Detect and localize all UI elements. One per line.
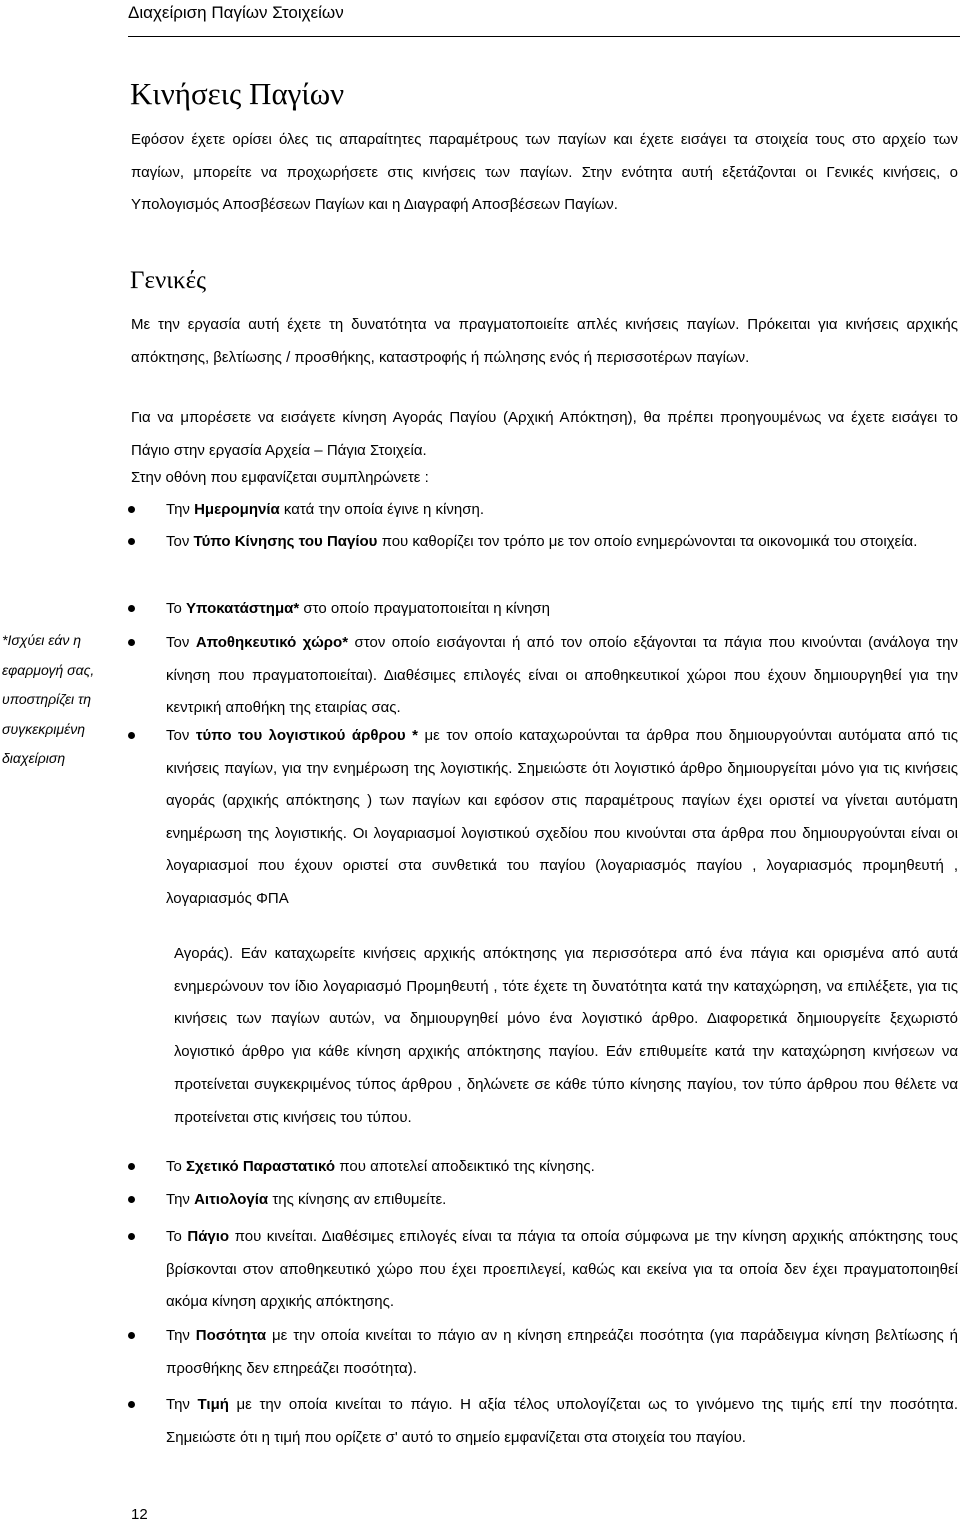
bullet-quantity: Την Ποσότητα με την οποία κινείται το πάγιο αν η κίνηση επηρεάζει ποσότητα (για παράδειγμα κίνηση βελτίωσης ή προσθήκης δεν επηρεάζει ποσότητα). bbox=[131, 1320, 958, 1385]
bullet-document: Το Σχετικό Παραστατικό που αποτελεί αποδεικτικό της κίνησης. bbox=[131, 1151, 958, 1184]
bullet-dot bbox=[128, 538, 135, 545]
header-rule bbox=[128, 36, 960, 37]
bullet-asset: Το Πάγιο που κινείται. Διαθέσιμες επιλογές είναι τα πάγια τα οποία σύμφωνα με την κίνηση αρχικής απόκτησης τους βρίσκονται στον αποθηκευτικό χώρο που έχει προεπιλεγεί, καθώς και εκείνα για τα οποία δεν έχει πραγματοποιηθεί ακόμα κίνηση αρχικής απόκτησης. bbox=[131, 1221, 958, 1319]
section-paragraph-3: Στην οθόνη που εμφανίζεται συμπληρώνετε : bbox=[131, 469, 429, 486]
page-number: 12 bbox=[131, 1506, 148, 1523]
bullet-reason: Την Αιτιολογία της κίνησης αν επιθυμείτε. bbox=[131, 1184, 958, 1217]
bullet-dot bbox=[128, 506, 135, 513]
section-paragraph-2: Για να μπορέσετε να εισάγετε κίνηση Αγοράς Παγίου (Αρχική Απόκτηση), θα πρέπει προηγουμένως να έχετε εισάγει το Πάγιο στην εργασία Αρχεία – Πάγια Στοιχεία. bbox=[131, 409, 958, 459]
bullet-movement-type: Τον Τύπο Κίνησης του Παγίου που καθορίζει τον τρόπο με τον οποίο ενημερώνονται τα οικονομικά του στοιχεία. bbox=[131, 526, 958, 559]
margin-note: *Ισχύει εάν η εφαρμογή σας, υποστηρίζει τη συγκεκριμένη διαχείριση bbox=[2, 632, 95, 766]
bullet-dot bbox=[128, 1163, 135, 1170]
bullet-accounting-continuation: Αγοράς). Εάν καταχωρείτε κινήσεις αρχικής απόκτησης για περισσότερα από ένα πάγια και ορισμένα από αυτά ενημερώνουν τον ίδιο λογαριασμό Προμηθευτή , τότε έχετε τη δυνατότητα κατά την καταχώρηση, να επιλέξετε, για τις κινήσεις των παγίων αυτών, να δημιουργηθεί μόνο ένα λογιστικό άρθρο. Διαφορετικά δημιουργείτε ξεχωριστό λογιστικό άρθρο για κάθε κίνηση αρχικής απόκτησης παγίου. Εάν επιθυμείτε κατά την καταχώρηση κινήσεων να προτείνεται συγκεκριμένος τύπος άρθρου , δηλώνετε σε κάθε τύπο κίνησης παγίου, τον τύπο άρθρου που θέλετε να προτείνεται στις κινήσεις του τύπου. bbox=[174, 945, 958, 1126]
bullet-branch: Το Υποκατάστημα* στο οποίο πραγματοποιείται η κίνηση bbox=[131, 593, 958, 626]
bullet-dot bbox=[128, 639, 135, 646]
bullet-dot bbox=[128, 1196, 135, 1203]
bullet-dot bbox=[128, 1233, 135, 1240]
bullet-price: Την Τιμή με την οποία κινείται το πάγιο. Η αξία τέλος υπολογίζεται ως το γινόμενο της τιμής επί την ποσότητα. Σημειώστε ότι η τιμή που ορίζετε σ' αυτό το σημείο εμφανίζεται στα στοιχεία του παγίου. bbox=[131, 1389, 958, 1454]
bullet-accounting-type: Τον τύπο του λογιστικού άρθρου * με τον οποίο καταχωρούνται τα άρθρα που δημιουργούνται αυτόματα από τις κινήσεις παγίων, για την ενημέρωση της λογιστικής. Σημειώστε ότι λογιστικό άρθρο δημιουργείται μόνο για τις κινήσεις αγοράς (αρχικής απόκτησης ) των παγίων και εφόσον στις παραμέτρους παγίων έχει οριστεί να γίνεται αυτόματη ενημέρωση της λογιστικής. Οι λογαριασμοί λογιστικού σχεδίου που κινούνται στα άρθρα που δημιουργούνται είναι οι λογαριασμοί που έχουν οριστεί στα συνθετικά του παγίου (λογαριασμός παγίου , λογαριασμός προμηθευτή , λογαριασμός ΦΠΑ bbox=[131, 720, 958, 916]
section-paragraph-1: Με την εργασία αυτή έχετε τη δυνατότητα να πραγματοποιείτε απλές κινήσεις παγίων. Πρόκειται για κινήσεις αρχικής απόκτησης, βελτίωσης / προσθήκης, καταστροφής ή πώλησης ενός ή περισσοτέρων παγίων. bbox=[131, 316, 958, 366]
intro-paragraph: Εφόσον έχετε ορίσει όλες τις απαραίτητες παραμέτρους των παγίων και έχετε εισάγει τα στοιχεία τους στο αρχείο των παγίων, μπορείτε να προχωρήσετε στις κινήσεις των παγίων. Στην ενότητα αυτή εξετάζονται οι Γενικές κινήσεις, ο Υπολογισμός Αποσβέσεων Παγίων και η Διαγραφή Αποσβέσεων Παγίων. bbox=[131, 131, 958, 214]
bullet-dot bbox=[128, 605, 135, 612]
page-title: Κινήσεις Παγίων bbox=[130, 76, 345, 111]
bullet-warehouse: Τον Αποθηκευτικό χώρο* στον οποίο εισάγονται ή από τον οποίο εξάγονται τα πάγια που κινούνται (ανάλογα την κίνηση που πραγματοποιείται). Διαθέσιμες επιλογές είναι οι αποθηκευτικοί χώροι που έχουν δημιουργηθεί για την κεντρική αποθήκη της εταιρίας σας. bbox=[131, 627, 958, 725]
bullet-date: Την Ημερομηνία κατά την οποία έγινε η κίνηση. bbox=[131, 494, 958, 527]
bullet-dot bbox=[128, 732, 135, 739]
running-header: Διαχείριση Παγίων Στοιχείων bbox=[128, 3, 344, 22]
bullet-dot bbox=[128, 1401, 135, 1408]
section-title: Γενικές bbox=[130, 267, 206, 294]
bullet-dot bbox=[128, 1332, 135, 1339]
